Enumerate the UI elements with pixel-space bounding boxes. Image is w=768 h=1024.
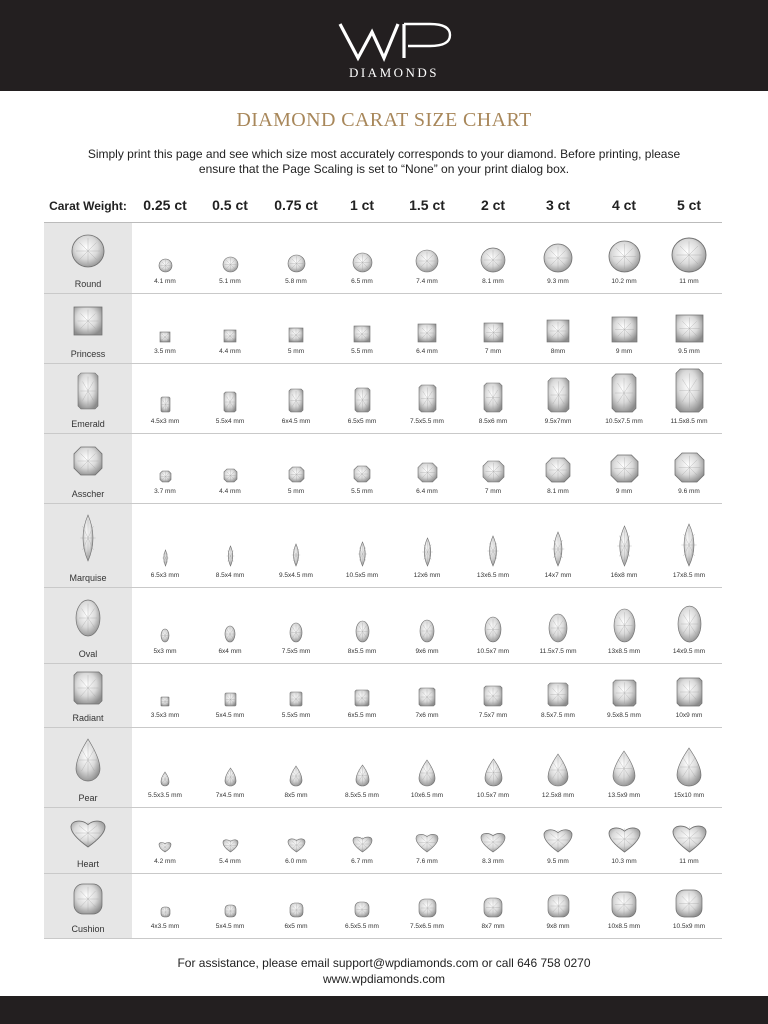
round-gem-7 (608, 240, 641, 273)
radiant-gem-5 (483, 685, 503, 707)
cushion-gem-7 (611, 891, 637, 918)
size-label: 9.5x7mm (544, 418, 572, 425)
oval-gem-1 (224, 625, 236, 643)
asscher-gem-0 (159, 470, 172, 483)
size-label: 5x3 mm (153, 648, 177, 655)
page-title: DIAMOND CARAT SIZE CHART (236, 109, 532, 131)
asscher-gem-4 (417, 462, 438, 483)
asscher-gem-5 (482, 460, 505, 483)
size-label: 8.5x4 mm (215, 572, 245, 579)
radiant-diamond-icon (73, 671, 103, 705)
heart-gem-6 (543, 827, 573, 853)
round-gem-8 (671, 237, 707, 273)
size-label: 7x4.5 mm (215, 792, 245, 799)
shape-name: Pear (78, 793, 98, 803)
marquise-gem-2 (290, 543, 302, 567)
oval-gem-5 (484, 616, 502, 643)
oval-gem-7 (613, 608, 636, 643)
size-label: 4x3.5 mm (150, 923, 180, 930)
carat-col-7: 4 ct (611, 197, 637, 213)
size-label: 9 mm (615, 348, 633, 355)
asscher-diamond-icon (73, 446, 103, 476)
logo (334, 18, 454, 82)
size-label: 5.5 mm (351, 488, 373, 495)
row-divider (44, 938, 722, 939)
radiant-gem-3 (354, 689, 370, 707)
shape-name: Radiant (72, 713, 104, 723)
carat-col-3: 1 ct (349, 197, 375, 213)
footer-contact (0, 955, 768, 987)
pear-diamond-icon (75, 738, 101, 782)
size-label: 7x6 mm (415, 712, 439, 719)
emerald-gem-6 (547, 377, 570, 413)
size-label: 9.5x4.5 mm (279, 572, 313, 579)
size-label: 6x5 mm (284, 923, 308, 930)
table-row (44, 587, 722, 663)
size-label: 13x8.5 mm (607, 648, 641, 655)
round-gem-4 (415, 249, 439, 273)
carat-col-2: 0.75 ct (274, 197, 318, 213)
size-label: 5.4 mm (219, 858, 241, 865)
princess-gem-0 (159, 331, 171, 343)
table-row (44, 663, 722, 727)
size-label: 6x4.5 mm (281, 418, 311, 425)
size-label: 8x5.5 mm (347, 648, 377, 655)
emerald-gem-5 (483, 382, 503, 413)
shape-name: Marquise (69, 573, 107, 583)
pear-gem-3 (355, 764, 370, 787)
size-label: 6.7 mm (351, 858, 373, 865)
size-label: 5 mm (287, 488, 305, 495)
asscher-gem-3 (353, 465, 371, 483)
marquise-gem-0 (161, 549, 170, 567)
radiant-gem-7 (612, 679, 637, 707)
size-label: 4.2 mm (154, 858, 176, 865)
size-label: 6.4 mm (416, 488, 438, 495)
size-label: 7.5x7 mm (478, 712, 508, 719)
size-label: 6.5 mm (351, 278, 373, 285)
table-row (44, 807, 722, 873)
round-gem-2 (287, 254, 306, 273)
princess-gem-8 (675, 314, 704, 343)
size-label: 9.5 mm (547, 858, 569, 865)
size-label: 12x6 mm (413, 572, 441, 579)
size-label: 10.5x7 mm (476, 792, 510, 799)
marquise-gem-1 (225, 545, 236, 567)
cushion-gem-0 (160, 906, 171, 918)
size-label: 7.5x5.5 mm (410, 418, 444, 425)
princess-gem-4 (417, 323, 437, 343)
size-label: 6x5.5 mm (347, 712, 377, 719)
radiant-gem-8 (676, 677, 703, 707)
size-label: 10x6.5 mm (410, 792, 444, 799)
round-gem-3 (352, 252, 373, 273)
radiant-gem-6 (547, 682, 569, 707)
wp-monogram-icon (334, 18, 454, 62)
radiant-gem-1 (224, 692, 237, 707)
princess-gem-5 (483, 322, 504, 343)
size-label: 8.5x6 mm (478, 418, 508, 425)
table-row (44, 363, 722, 433)
size-label: 5x4.5 mm (215, 712, 245, 719)
carat-col-6: 3 ct (545, 197, 571, 213)
cushion-diamond-icon (73, 883, 103, 915)
asscher-gem-1 (223, 468, 238, 483)
size-label: 9.6 mm (678, 488, 700, 495)
emerald-gem-3 (354, 387, 371, 413)
size-label: 12.5x8 mm (541, 792, 575, 799)
size-label: 15x10 mm (673, 792, 705, 799)
cushion-gem-1 (224, 904, 237, 918)
cushion-gem-5 (483, 897, 503, 918)
heart-gem-5 (480, 831, 506, 853)
size-label: 11 mm (679, 858, 699, 865)
pear-gem-1 (224, 767, 237, 787)
size-label: 6x4 mm (218, 648, 242, 655)
round-gem-6 (543, 243, 573, 273)
size-label: 8x7 mm (481, 923, 505, 930)
size-label: 10x8.5 mm (607, 923, 641, 930)
table-header (44, 197, 722, 219)
size-label: 8.5x5.5 mm (345, 792, 379, 799)
asscher-gem-8 (674, 452, 705, 483)
size-label: 3.7 mm (154, 488, 176, 495)
size-label: 7 mm (484, 488, 502, 495)
carat-col-5: 2 ct (480, 197, 506, 213)
size-label: 8x5 mm (284, 792, 308, 799)
size-label: 11 mm (679, 278, 699, 285)
size-label: 9x8 mm (546, 923, 570, 930)
shape-name: Asscher (71, 489, 105, 499)
pear-gem-4 (418, 759, 436, 787)
marquise-gem-7 (614, 525, 635, 567)
intro-line-1: Simply print this page and see which size most accurately corresponds to your diamond. Before printing, please (87, 147, 681, 161)
table-row (44, 223, 722, 293)
asscher-gem-2 (288, 466, 305, 483)
emerald-diamond-icon (77, 372, 99, 410)
princess-gem-3 (353, 325, 371, 343)
shape-name: Heart (76, 859, 99, 869)
oval-gem-4 (419, 619, 435, 643)
asscher-gem-6 (545, 457, 571, 483)
marquise-gem-3 (356, 541, 369, 567)
size-label: 9.3 mm (547, 278, 569, 285)
size-label: 11.5x7.5 mm (539, 648, 577, 655)
pear-gem-6 (547, 753, 569, 787)
emerald-gem-7 (611, 373, 637, 413)
size-label: 6.0 mm (285, 858, 307, 865)
size-label: 5.1 mm (219, 278, 241, 285)
heart-gem-0 (158, 841, 172, 853)
emerald-gem-2 (288, 388, 304, 413)
oval-gem-2 (289, 622, 303, 643)
emerald-gem-0 (160, 396, 171, 413)
shape-name: Princess (70, 349, 106, 359)
princess-diamond-icon (73, 306, 103, 336)
oval-diamond-icon (75, 599, 101, 637)
oval-gem-3 (355, 620, 370, 643)
size-label: 8.1 mm (547, 488, 569, 495)
size-label: 5.5 mm (351, 348, 373, 355)
size-label: 5.5x4 mm (215, 418, 245, 425)
radiant-gem-0 (160, 696, 170, 707)
size-label: 6.5x5 mm (347, 418, 377, 425)
size-label: 10.5x7 mm (476, 648, 510, 655)
oval-gem-6 (548, 613, 568, 643)
cushion-gem-8 (675, 889, 703, 918)
pear-gem-2 (289, 765, 303, 787)
round-gem-5 (480, 247, 506, 273)
size-label: 8.5x7.5 mm (541, 712, 575, 719)
radiant-gem-2 (289, 691, 303, 707)
emerald-gem-1 (223, 391, 237, 413)
size-label: 11.5x8.5 mm (670, 418, 708, 425)
round-diamond-icon (71, 234, 105, 268)
shape-name: Oval (78, 649, 98, 659)
marquise-gem-5 (485, 535, 501, 567)
table-row (44, 727, 722, 807)
table-row (44, 293, 722, 363)
table-row (44, 503, 722, 587)
carat-weight-label: Carat Weight: (49, 199, 127, 213)
size-label: 8.3 mm (482, 858, 504, 865)
carat-col-8: 5 ct (676, 197, 702, 213)
size-label: 3.5 mm (154, 348, 176, 355)
cushion-gem-4 (418, 898, 437, 918)
heart-gem-3 (352, 835, 373, 853)
shape-name: Cushion (71, 924, 105, 934)
intro-line-2: ensure that the Page Scaling is set to “None” on your print dialog box. (198, 162, 570, 176)
princess-gem-1 (223, 329, 237, 343)
marquise-gem-6 (549, 531, 567, 567)
heart-gem-8 (672, 823, 707, 853)
size-label: 13.5x9 mm (607, 792, 641, 799)
emerald-gem-8 (675, 368, 704, 413)
round-gem-0 (158, 258, 173, 273)
size-label: 4.4 mm (219, 348, 241, 355)
table-row (44, 873, 722, 938)
size-label: 7.5x5 mm (281, 648, 311, 655)
carat-col-1: 0.5 ct (212, 197, 248, 213)
radiant-gem-4 (418, 687, 436, 707)
heart-gem-4 (415, 832, 439, 853)
asscher-gem-7 (610, 454, 639, 483)
size-label: 7 mm (484, 348, 502, 355)
size-label: 9.5 mm (678, 348, 700, 355)
size-label: 6.4 mm (416, 348, 438, 355)
size-label: 10x9 mm (675, 712, 703, 719)
size-label: 13x6.5 mm (476, 572, 510, 579)
heart-gem-7 (608, 825, 641, 853)
shape-name: Round (74, 279, 102, 289)
size-label: 14x9.5 mm (672, 648, 706, 655)
emerald-gem-4 (418, 384, 437, 413)
cushion-gem-3 (354, 901, 370, 918)
round-gem-1 (222, 256, 239, 273)
size-label: 7.5x6.5 mm (410, 923, 444, 930)
size-label: 10.5x5 mm (345, 572, 379, 579)
size-label: 16x8 mm (610, 572, 638, 579)
size-label: 10.2 mm (611, 278, 637, 285)
pear-gem-7 (612, 750, 636, 787)
header-bar (0, 0, 768, 91)
size-label: 14x7 mm (544, 572, 572, 579)
size-label: 9.5x8.5 mm (607, 712, 641, 719)
size-label: 5 mm (287, 348, 305, 355)
size-label: 5.5x3.5 mm (148, 792, 182, 799)
intro-text (60, 147, 708, 177)
marquise-diamond-icon (77, 514, 99, 562)
princess-gem-2 (288, 327, 304, 343)
size-label: 5.5x5 mm (281, 712, 311, 719)
heart-gem-2 (287, 837, 306, 853)
size-label: 5.8 mm (285, 278, 307, 285)
footer-website: www.wpdiamonds.com (322, 972, 446, 986)
pear-gem-0 (160, 771, 170, 787)
size-label: 7.4 mm (416, 278, 438, 285)
size-label: 17x8.5 mm (672, 572, 706, 579)
carat-col-4: 1.5 ct (409, 197, 445, 213)
size-label: 10.3 mm (611, 858, 637, 865)
size-label: 8.1 mm (482, 278, 504, 285)
cushion-gem-2 (289, 902, 304, 918)
size-label: 10.5x9 mm (672, 923, 706, 930)
size-label: 7.6 mm (416, 858, 438, 865)
heart-gem-1 (222, 838, 239, 853)
carat-col-0: 0.25 ct (143, 197, 187, 213)
pear-gem-5 (484, 758, 503, 787)
princess-gem-6 (546, 319, 570, 343)
size-label: 6.5x5.5 mm (345, 923, 379, 930)
size-label: 8mm (550, 348, 566, 355)
size-label: 6.5x3 mm (150, 572, 180, 579)
size-label: 5x4.5 mm (215, 923, 245, 930)
marquise-gem-8 (678, 523, 700, 567)
table-row (44, 433, 722, 503)
brand-wordmark: DIAMONDS (348, 65, 440, 80)
size-label: 4.5x3 mm (150, 418, 180, 425)
size-label: 4.1 mm (154, 278, 176, 285)
pear-gem-8 (676, 747, 702, 787)
marquise-gem-4 (420, 537, 435, 567)
size-label: 4.4 mm (219, 488, 241, 495)
size-label: 9 mm (615, 488, 633, 495)
oval-gem-8 (677, 605, 702, 643)
size-label: 3.5x3 mm (150, 712, 180, 719)
princess-gem-7 (611, 316, 638, 343)
oval-gem-0 (160, 628, 170, 643)
footer-bar (0, 996, 768, 1024)
cushion-gem-6 (547, 894, 570, 918)
heart-diamond-icon (70, 818, 106, 848)
size-label: 10.5x7.5 mm (605, 418, 643, 425)
shape-name: Emerald (71, 419, 105, 429)
size-label: 9x6 mm (415, 648, 439, 655)
footer-assistance: For assistance, please email support@wpdiamonds.com or call 646 758 0270 (177, 956, 591, 970)
